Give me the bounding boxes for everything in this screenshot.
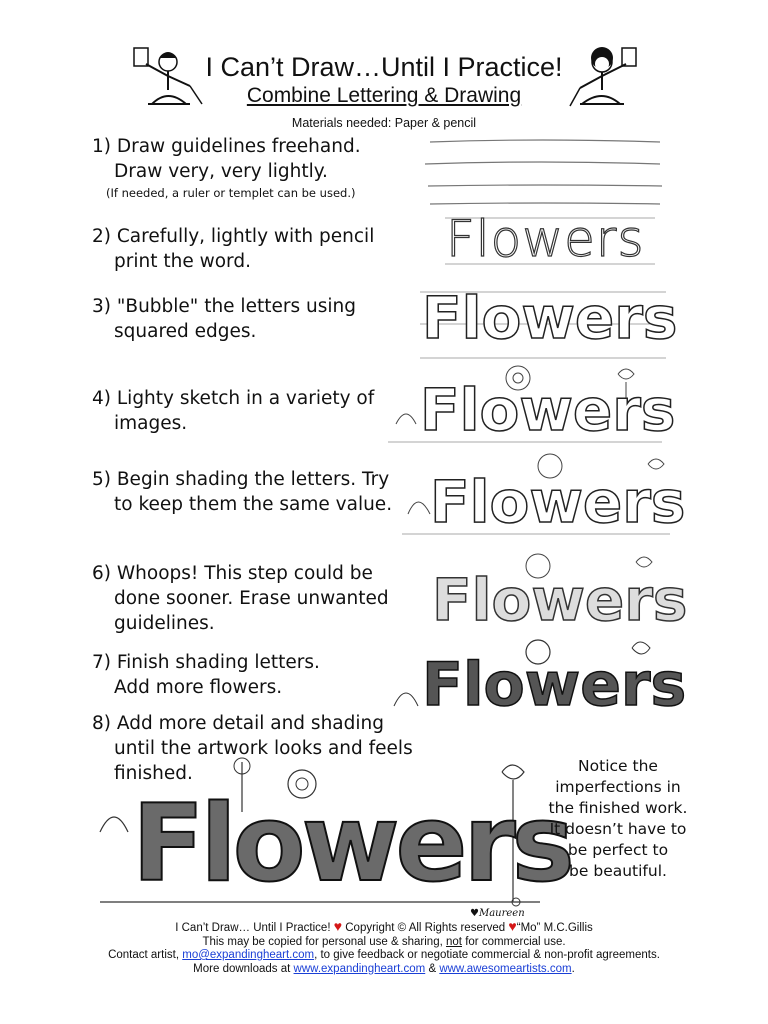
word-finished-shading: Flowers xyxy=(422,650,687,720)
step-8-line2: until the artwork looks and feels xyxy=(114,738,413,759)
notice-line: It doesn’t have to xyxy=(549,820,687,838)
word-begin-shading: Flowers xyxy=(430,468,686,536)
page-subtitle xyxy=(0,84,768,108)
lettering-step-3 xyxy=(418,284,678,364)
subtitle-text: Combine Lettering & Drawing xyxy=(246,84,522,107)
page-title: I Can’t Draw…Until I Practice! xyxy=(205,52,563,82)
step-4 xyxy=(92,386,374,436)
step-5-line1: 5) Begin shading the letters. Try xyxy=(92,469,390,490)
cartoon-kid-drawing-right xyxy=(562,44,642,114)
notice-note xyxy=(548,756,688,882)
step-6-line2: done sooner. Erase unwanted xyxy=(114,588,389,609)
lettering-step-2 xyxy=(440,206,660,276)
email-link[interactable]: mo@expandingheart.com xyxy=(182,949,315,961)
page-footer xyxy=(0,920,768,976)
step-5 xyxy=(92,467,392,517)
step-3-line1: 3) "Bubble" the letters using xyxy=(92,296,356,317)
step-3-line2: squared edges. xyxy=(114,321,257,342)
word-with-images: Flowers xyxy=(420,376,676,444)
footer-copyright-line xyxy=(0,920,768,936)
step-8-line1: 8) Add more detail and shading xyxy=(92,713,384,734)
step-3 xyxy=(92,294,356,344)
final-artwork xyxy=(80,752,571,914)
footer-downloads-a: More downloads at xyxy=(193,962,291,975)
step-6 xyxy=(92,561,389,636)
step-1-line2: Draw very, very lightly. xyxy=(114,161,328,182)
step-4-line2: images. xyxy=(114,413,188,434)
footer-period: . xyxy=(571,962,575,975)
lettering-step-6 xyxy=(398,548,688,640)
word-erased-guidelines: Flowers xyxy=(432,566,688,634)
footer-usage-line xyxy=(0,936,768,950)
footer-contact-line xyxy=(0,949,768,963)
footer-usage-not: not xyxy=(446,935,462,948)
footer-series-title: I Can’t Draw… Until I Practice! xyxy=(175,922,331,934)
step-6-line3: guidelines. xyxy=(114,613,215,634)
word-bubble-outline: Flowers xyxy=(422,284,678,352)
materials-needed: Materials needed: Paper & pencil xyxy=(291,116,477,130)
step-1-note: (If needed, a ruler or templet can be used.) xyxy=(106,186,356,200)
step-2 xyxy=(92,224,374,274)
step-7-line2: Add more flowers. xyxy=(114,677,283,698)
footer-usage-a: This may be copied for personal use & sharing, xyxy=(202,935,443,948)
footer-downloads-line xyxy=(0,963,768,977)
step-5-line2: to keep them the same value. xyxy=(114,494,393,515)
footer-contact-a: Contact artist, xyxy=(108,949,180,961)
step-7-line1: 7) Finish shading letters. xyxy=(92,652,320,673)
awesomeartists-link[interactable]: www.awesomeartists.com xyxy=(439,962,572,975)
footer-amp: & xyxy=(428,962,437,975)
footer-contact-b: , to give feedback or negotiate commercial & non-profit agreements. xyxy=(314,949,660,961)
expandingheart-link[interactable]: www.expandingheart.com xyxy=(293,962,426,975)
notice-line: the finished work. xyxy=(548,799,688,817)
page-header xyxy=(0,0,768,130)
notice-line: Notice the xyxy=(578,757,658,775)
step-4-line1: 4) Lighty sketch in a variety of xyxy=(92,388,375,409)
word-outline-thin: Flowers xyxy=(446,210,645,268)
step-8-line3: finished. xyxy=(114,763,193,784)
heart-icon: ♥ xyxy=(508,918,517,934)
lettering-step-7 xyxy=(388,636,687,728)
footer-usage-b: for commercial use. xyxy=(465,935,566,948)
footer-author: “Mo” M.C.Gillis xyxy=(516,922,593,934)
notice-line: be perfect to xyxy=(567,841,669,859)
lettering-step-4 xyxy=(386,364,676,450)
notice-line: imperfections in xyxy=(555,778,681,796)
footer-copyright: Copyright © All Rights reserved xyxy=(345,922,506,934)
step-6-line1: 6) Whoops! This step could be xyxy=(92,563,373,584)
step-1-line1: 1) Draw guidelines freehand. xyxy=(92,136,361,157)
step-1 xyxy=(92,134,361,202)
notice-line: be beautiful. xyxy=(569,862,667,880)
step-7 xyxy=(92,650,320,700)
heart-icon: ♥ xyxy=(333,918,343,934)
lettering-step-5 xyxy=(400,450,686,542)
artist-signature: ♥Maureen xyxy=(470,908,525,919)
step-2-line1: 2) Carefully, lightly with pencil xyxy=(92,226,375,247)
final-word: Flowers xyxy=(132,782,571,905)
step-2-line2: print the word. xyxy=(114,251,251,272)
guidelines-sketch xyxy=(420,132,670,212)
